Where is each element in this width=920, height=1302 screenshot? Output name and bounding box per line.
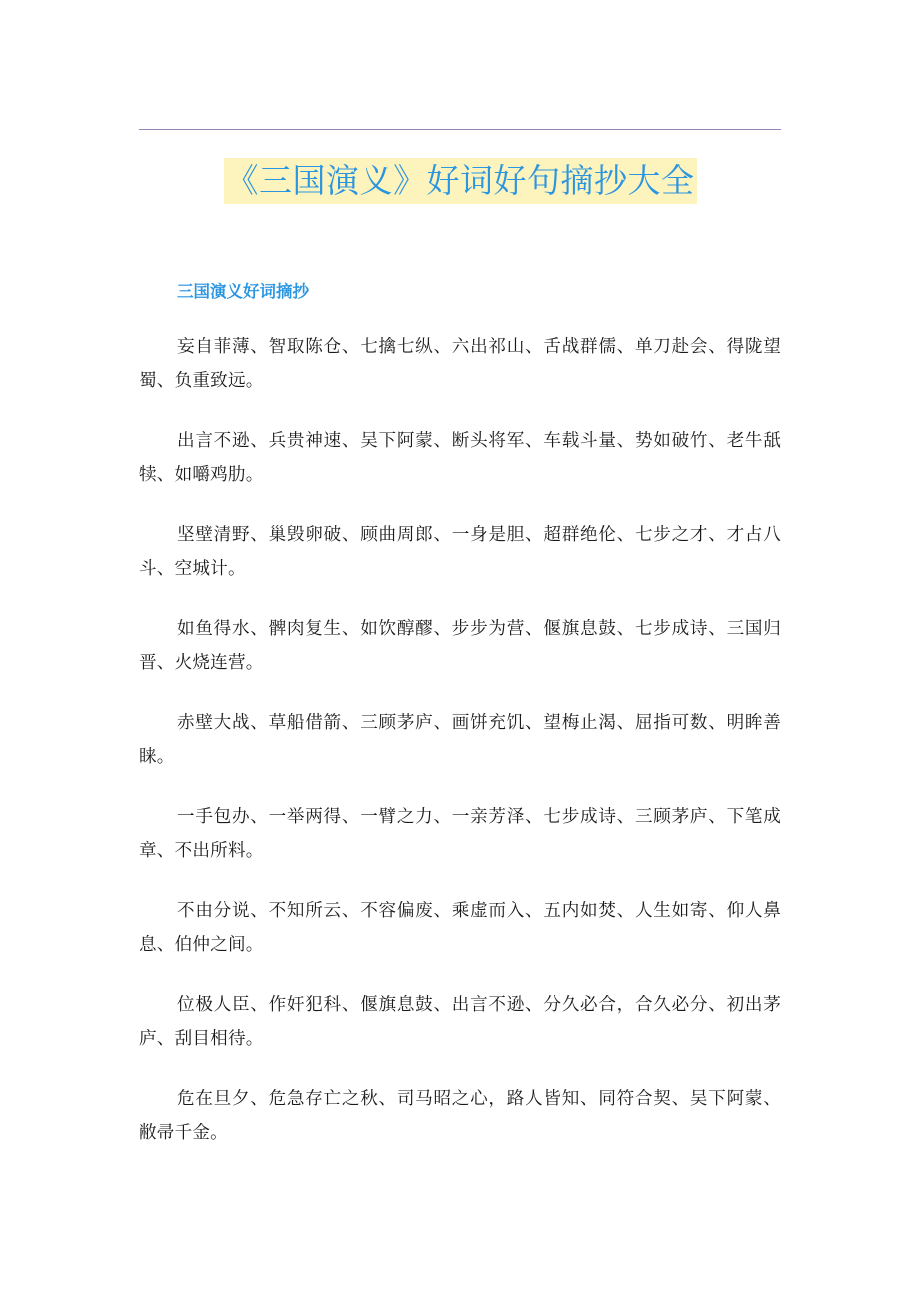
- paragraph: 一手包办、一举两得、一臂之力、一亲芳泽、七步成诗、三顾茅庐、下笔成章、不出所料。: [139, 807, 781, 861]
- paragraph: 坚壁清野、巢毁卵破、顾曲周郎、一身是胆、超群绝伦、七步之才、才占八斗、空城计。: [139, 525, 781, 579]
- paragraph: 不由分说、不知所云、不容偏废、乘虚而入、五内如焚、人生如寄、仰人鼻息、伯仲之间。: [139, 901, 781, 955]
- paragraph: 位极人臣、作奸犯科、偃旗息鼓、出言不逊、分久必合，合久必分、初出茅庐、刮目相待。: [139, 995, 781, 1049]
- page-title: 《三国演义》好词好句摘抄大全: [224, 158, 697, 204]
- paragraph: 出言不逊、兵贵神速、吴下阿蒙、断头将军、车载斗量、势如破竹、老牛舐犊、如嚼鸡肋。: [139, 431, 781, 485]
- section-heading: 三国演义好词摘抄: [177, 282, 309, 301]
- header-rule: [139, 129, 781, 130]
- paragraph: 妄自菲薄、智取陈仓、七擒七纵、六出祁山、舌战群儒、单刀赴会、得陇望蜀、负重致远。: [139, 337, 781, 391]
- paragraph: 危在旦夕、危急存亡之秋、司马昭之心，路人皆知、同符合契、吴下阿蒙、敝帚千金。: [139, 1089, 781, 1143]
- title-container: [0, 158, 920, 204]
- paragraph: 赤壁大战、草船借箭、三顾茅庐、画饼充饥、望梅止渴、屈指可数、明眸善睐。: [139, 713, 781, 767]
- paragraph: 如鱼得水、髀肉复生、如饮醇醪、步步为营、偃旗息鼓、七步成诗、三国归晋、火烧连营。: [139, 619, 781, 673]
- paragraph-list: [139, 330, 781, 1176]
